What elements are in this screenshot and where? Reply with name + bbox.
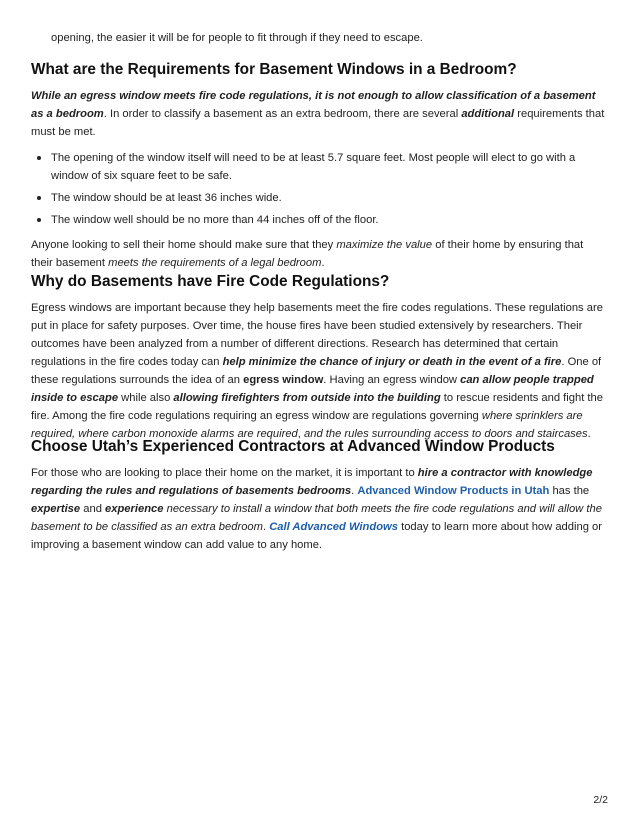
list-item: The opening of the window itself will need to be at least 5.7 square feet. Most people will elect to go with a window of six square feet to be safe.: [51, 149, 608, 185]
body-text: . Having an egress window: [323, 374, 461, 386]
list-item: The window well should be no more than 44 inches off of the floor.: [51, 211, 608, 229]
emphasis-text: can allow people trapped inside to escape: [31, 374, 594, 404]
list-item: The window should be at least 36 inches wide.: [51, 189, 608, 207]
italic-text: necessary to install a window that both meets the fire code regulations and will allow the basement to be classified as an extra bedroom: [31, 503, 602, 533]
sell-paragraph: [31, 236, 608, 272]
body-text: Anyone looking to sell their home should make sure that they: [31, 239, 337, 251]
heading-requirements: What are the Requirements for Basement Windows in a Bedroom?: [31, 61, 517, 78]
body-text: requirements that must be met.: [31, 108, 605, 138]
body-text: today to learn more about how adding or improving a basement window can add value to any home.: [31, 521, 602, 551]
requirements-list: [31, 149, 608, 229]
bold-text: egress window: [243, 374, 324, 386]
section-contractors: [31, 437, 608, 554]
body-text: ,: [297, 428, 304, 440]
section-fire-code: [31, 272, 608, 443]
advanced-window-products-link[interactable]: Advanced Window Products in Utah: [357, 485, 550, 497]
emphasis-text: expertise: [31, 503, 81, 515]
emphasis-text: additional: [461, 108, 515, 120]
body-text: while also: [118, 392, 174, 404]
fire-code-paragraph: [31, 299, 608, 443]
body-text: .: [321, 257, 325, 269]
emphasis-text: hire a contractor with knowledge regarding the rules and regulations of basements bedrooms: [31, 467, 593, 497]
heading-fire-code: Why do Basements have Fire Code Regulations?: [31, 273, 390, 290]
body-text: . In order to classify a basement as an extra bedroom, there are several: [103, 108, 462, 120]
body-text: of their home by ensuring that their basement: [31, 239, 584, 269]
intro-continuation: opening, the easier it will be for people to fit through if they need to escape.: [51, 32, 423, 44]
call-advanced-windows-link[interactable]: Call Advanced Windows: [269, 521, 398, 533]
body-text: .: [262, 521, 270, 533]
heading-contractors: Choose Utah’s Experienced Contractors at Advanced Window Products: [31, 438, 555, 455]
italic-text: meets the requirements of a legal bedroom: [108, 257, 322, 269]
body-text: has the: [549, 485, 590, 497]
body-text: .: [587, 428, 591, 440]
italic-text: and the rules surrounding access to doors and staircases: [304, 428, 588, 440]
contractors-paragraph: [31, 464, 608, 554]
body-text: For those who are looking to place their home on the market, it is important to: [31, 467, 418, 479]
emphasis-text: experience: [105, 503, 164, 515]
page-number: 2/2: [593, 794, 608, 806]
requirements-paragraph: [31, 87, 608, 141]
emphasis-text: help minimize the chance of injury or death in the event of a fire: [222, 356, 562, 368]
body-text: and: [80, 503, 106, 515]
emphasis-text: allowing firefighters from outside into the building: [173, 392, 441, 404]
italic-text: where sprinklers are required, where carbon monoxide alarms are required: [31, 410, 583, 440]
section-requirements: [31, 60, 608, 272]
emphasis-text: While an egress window meets fire code regulations, it is not enough to allow classification of a basement as a bedroom: [31, 90, 596, 120]
italic-text: maximize the value: [336, 239, 433, 251]
body-text: . One of these regulations surrounds the idea of an: [31, 356, 602, 386]
body-text: .: [351, 485, 358, 497]
body-text: to rescue residents and fight the fire. Among the fire code regulations requiring an egress window are regulations governing: [31, 392, 603, 422]
body-text: Egress windows are important because they help basements meet the fire codes regulations. These regulations are put in place for safety purposes. Over time, the house fires have been studied extensively by researchers. Their outcomes have been analyzed from a number of different directions. Research has determined that certain regulations in the fire codes today can: [31, 302, 603, 368]
